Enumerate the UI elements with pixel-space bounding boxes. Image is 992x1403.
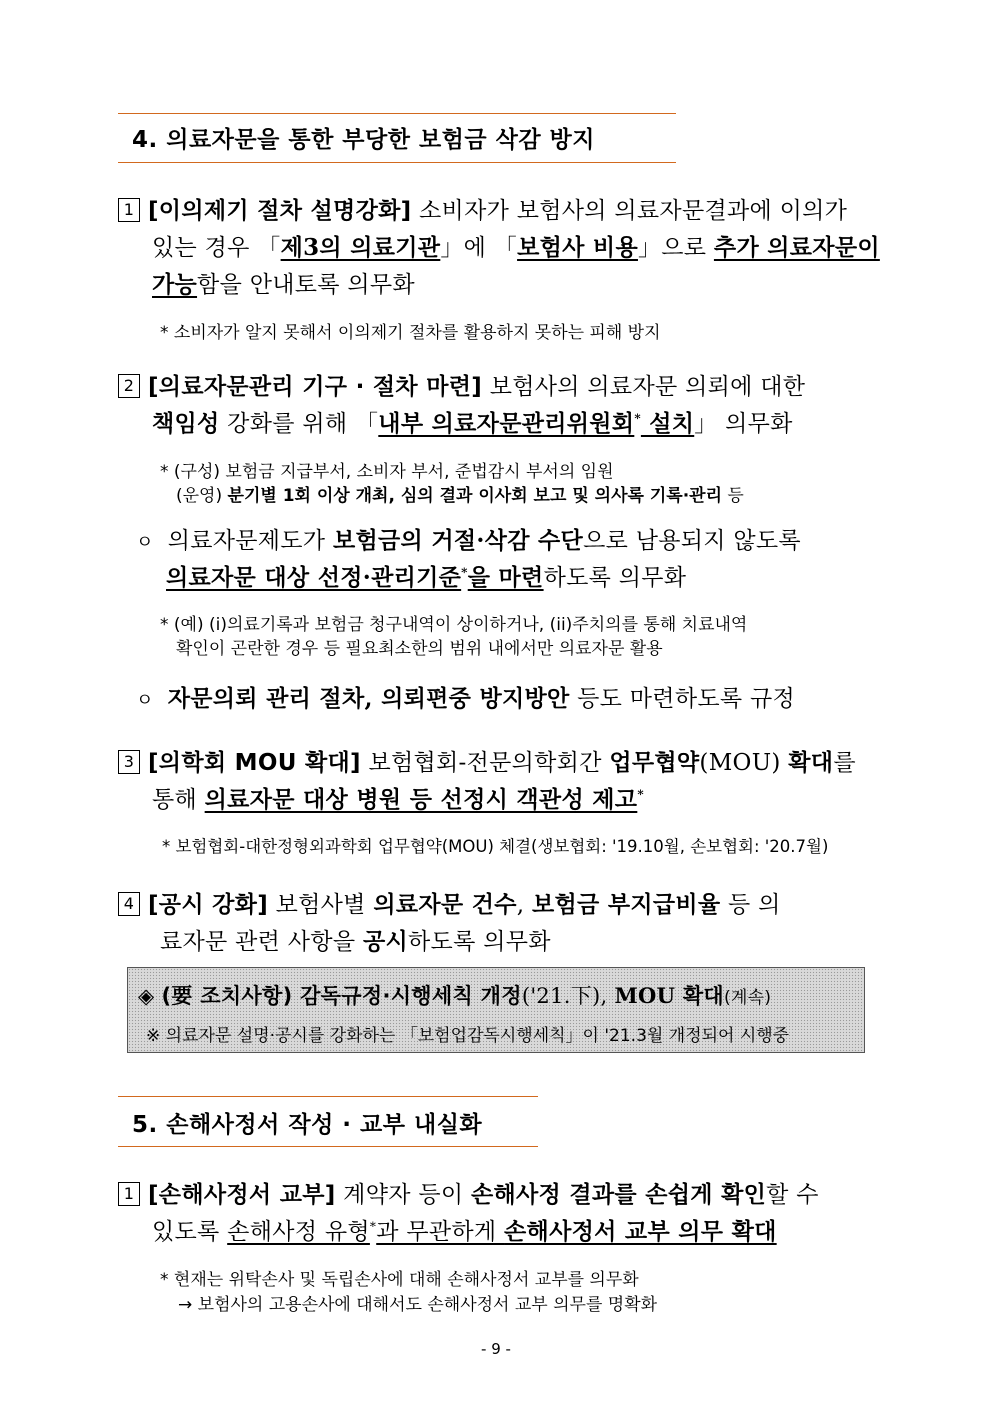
s5-item1-line1: 1 [손해사정서 교부] 계약자 등이 손해사정 결과를 손쉽게 확인할 수 bbox=[118, 1176, 819, 1209]
s4-item2-sub1-line1: ㅇ 의료자문제도가 보험금의 거절·삭감 수단으로 남용되지 않도록 bbox=[136, 527, 801, 554]
s4-item4-heading: [공시 강화] bbox=[148, 892, 269, 918]
s5-item1-note2: → 보험사의 고용손사에 대해서도 손해사정서 교부 의무를 명확화 bbox=[178, 1295, 658, 1315]
s4-item4-line2: 료자문 관련 사항을 공시하도록 의무화 bbox=[160, 928, 551, 955]
section4-title: 4. 의료자문을 통한 부당한 보험금 삭감 방지 bbox=[132, 127, 595, 153]
s4-item2-line1: 2 [의료자문관리 기구 · 절차 마련] 보험사의 의료자문 의뢰에 대한 bbox=[118, 368, 805, 401]
s4-item2-sub2: ㅇ 자문의뢰 관리 절차, 의뢰편중 방지방안 등도 마련하도록 규정 bbox=[136, 685, 796, 712]
item-number-box: 1 bbox=[118, 198, 140, 222]
diamond-icon: ◈ bbox=[138, 984, 162, 1008]
item-number-box: 3 bbox=[118, 750, 140, 774]
s4-item2-line2: 책임성 강화를 위해 「내부 의료자문관리위원회* 설치」 의무화 bbox=[152, 410, 793, 437]
s4-item2-sub1-note1: * (예) (i)의료기록과 보험금 청구내역이 상이하거나, (ii)주치의를 통해 치료내역 bbox=[160, 615, 748, 635]
section5-top-rule bbox=[118, 1096, 538, 1097]
s5-item1-heading: [손해사정서 교부] bbox=[148, 1182, 336, 1208]
s4-item2-note1: * (구성) 보험금 지급부서, 소비자 부서, 준법감시 부서의 임원 bbox=[160, 462, 614, 482]
section5-bottom-rule bbox=[118, 1146, 538, 1147]
callout-line2: ※ 의료자문 설명·공시를 강화하는 「보험업감독시행세칙」이 '21.3월 개정되어 시행중 bbox=[146, 1026, 790, 1046]
s4-item1-line1: 1 [이의제기 절차 설명강화] 소비자가 보험사의 의료자문결과에 이의가 bbox=[118, 192, 847, 225]
s4-item4-line1: 4 [공시 강화] 보험사별 의료자문 건수, 보험금 부지급비율 등 의 bbox=[118, 886, 781, 919]
section4-bottom-rule bbox=[118, 162, 676, 163]
action-items-callout bbox=[127, 967, 865, 1053]
callout-line1: ◈ (要 조치사항) 감독규정·시행세칙 개정('21.下), MOU 확대(계속) bbox=[138, 983, 772, 1008]
item-number-box: 4 bbox=[118, 892, 140, 916]
s4-item3-note: * 보험협회-대한정형외과학회 업무협약(MOU) 체결(생보협회: '19.10월, 손보협회: '20.7월) bbox=[162, 837, 829, 856]
page-number: - 9 - bbox=[481, 1340, 511, 1358]
s5-item1-note1: * 현재는 위탁손사 및 독립손사에 대해 손해사정서 교부를 의무화 bbox=[160, 1270, 639, 1290]
s4-item1-line3: 가능함을 안내토록 의무화 bbox=[152, 271, 415, 298]
s4-item2-sub1-line2: 의료자문 대상 선정·관리기준*을 마련하도록 의무화 bbox=[166, 564, 687, 591]
bullet-icon: ㅇ bbox=[136, 690, 154, 711]
section4-top-rule bbox=[118, 113, 676, 114]
s5-item1-line2: 있도록 손해사정 유형*과 무관하게 손해사정서 교부 의무 확대 bbox=[152, 1218, 777, 1245]
section5-title: 5. 손해사정서 작성 · 교부 내실화 bbox=[132, 1112, 483, 1138]
bullet-icon: ㅇ bbox=[136, 532, 154, 553]
item-number-box: 2 bbox=[118, 374, 140, 398]
s4-item3-heading: [의학회 MOU 확대] bbox=[148, 750, 361, 776]
s4-item3-line2: 통해 의료자문 대상 병원 등 선정시 객관성 제고* bbox=[152, 786, 644, 813]
s4-item3-line1: 3 [의학회 MOU 확대] 보험협회-전문의학회간 업무협약(MOU) 확대를 bbox=[118, 744, 856, 777]
s4-item2-sub1-note2: 확인이 곤란한 경우 등 필요최소한의 범위 내에서만 의료자문 활용 bbox=[176, 639, 663, 659]
s4-item1-line2: 있는 경우 「제3의 의료기관」에 「보험사 비용」으로 추가 의료자문이 bbox=[152, 234, 880, 261]
s4-item1-note: * 소비자가 알지 못해서 이의제기 절차를 활용하지 못하는 피해 방지 bbox=[160, 323, 661, 343]
s4-item2-note2: (운영) 분기별 1회 이상 개최, 심의 결과 이사회 보고 및 의사록 기록·관리 등 bbox=[176, 486, 744, 506]
s4-item1-heading: [이의제기 절차 설명강화] bbox=[148, 198, 412, 224]
item-number-box: 1 bbox=[118, 1182, 140, 1206]
s4-item2-heading: [의료자문관리 기구 · 절차 마련] bbox=[148, 374, 483, 400]
